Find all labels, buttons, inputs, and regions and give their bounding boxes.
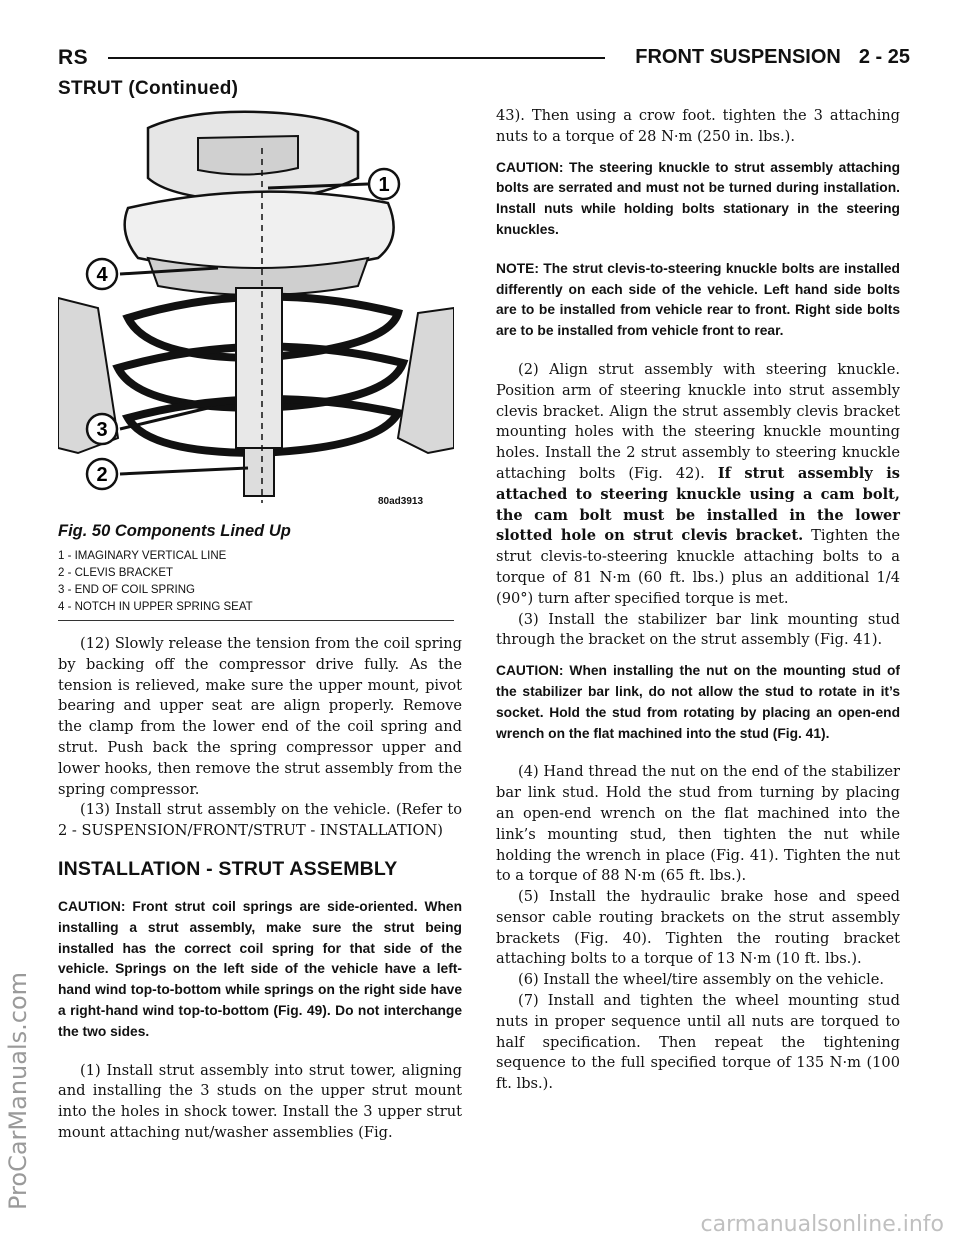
callout-3 <box>87 414 117 444</box>
callout-3-label: 3 <box>96 419 108 441</box>
step-13: (13) Install strut assembly on the vehicle. (Refer to 2 - SUSPENSION/FRONT/STRUT - INSTALLATION) <box>58 801 462 840</box>
caution-stud-rotation: CAUTION: When installing the nut on the mounting stud of the stabilizer bar link, do not allow the stud to rotate in it’s socket. Hold the stud from rotating by placing an open-end wrench on the flat machined into the stud (Fig. 41). <box>496 663 900 741</box>
bottom-watermark: carmanualsonline.info <box>700 1212 944 1237</box>
figure-code: 80ad3913 <box>378 496 424 507</box>
step-3: (3) Install the stabilizer bar link mounting stud through the bracket on the strut assembly (Fig. 41). <box>496 610 900 649</box>
header-rule <box>108 57 605 59</box>
step-2-text-a: (2) Align strut assembly with steering knuckle. Position arm of steering knuckle into strut assembly clevis bracket. Align the strut assembly clevis bracket mounting holes with the steering knuckle mounting holes. Install the 2 strut assembly to steering knuckle attaching bolts (Fig. 42). <box>496 360 900 482</box>
strut-illustration <box>58 108 454 518</box>
callout-2-label: 2 <box>96 464 108 486</box>
header-section <box>635 46 910 69</box>
callout-2 <box>87 459 117 489</box>
legend-item: 4 - NOTCH IN UPPER SPRING SEAT <box>58 601 253 613</box>
legend-item: 2 - CLEVIS BRACKET <box>58 567 174 579</box>
step-1-continued: 43). Then using a crow foot. tighten the 3 attaching nuts to a torque of 28 N·m (250 in. lbs.). <box>496 107 900 145</box>
side-watermark: ProCarManuals.com <box>4 971 32 1210</box>
step-1: (1) Install strut assembly into strut tower, aligning and installing the 3 studs on the upper strut mount into the holes in shock tower. Install the 3 upper strut mount attaching nut/washer assemblies (Fig. <box>58 1061 462 1141</box>
step-2-cam-bolt-warning: If strut assembly is attached to steering knuckle using a cam bolt, the cam bolt must be installed in the lower slotted hole on strut clevis bracket. <box>496 464 901 545</box>
callout-1 <box>369 169 399 199</box>
legend-item: 1 - IMAGINARY VERTICAL LINE <box>58 550 227 562</box>
legend-rule <box>58 620 454 621</box>
note-bolt-direction: NOTE: The strut clevis-to-steering knuckle bolts are installed differently on each side of the vehicle. Left hand side bolts are to be installed from vehicle rear to front. Right side bolts are to be installed from vehicle front to rear. <box>496 260 900 339</box>
step-7: (7) Install and tighten the wheel mounting stud nuts in proper sequence until all nuts are torqued to half specification. Then repeat the tightening sequence to the full specified torque of 135 N·m (100 ft. lbs.). <box>496 992 900 1093</box>
left-column <box>58 634 462 1144</box>
page-header <box>58 44 910 74</box>
caution-coil-springs: CAUTION: Front strut coil springs are side-oriented. When installing a strut assembly, make sure the strut being installed has the correct coil spring for that side of the vehicle. Springs on the left side of the vehicle have a left-hand wind top-to-bottom while springs on the right side have a right-hand wind top-to-bottom (Fig. 49). Do not interchange the two sides. <box>58 898 462 1039</box>
section-heading: INSTALLATION - STRUT ASSEMBLY <box>58 857 398 880</box>
header-model-code: RS <box>58 46 89 69</box>
step-2-text-b: Tighten the strut clevis-to-steering knuckle attaching bolts to a torque of 81 N·m (60 ft. lbs.) plus an additional 1/4 (90°) turn after specified torque is met. <box>496 527 900 607</box>
page-number: 2 - 25 <box>858 46 910 68</box>
callout-4 <box>87 259 117 289</box>
strut-figure <box>58 108 454 544</box>
header-section-title: FRONT SUSPENSION <box>635 46 841 68</box>
step-2 <box>496 360 900 610</box>
step-6: (6) Install the wheel/tire assembly on the vehicle. <box>518 971 885 989</box>
continued-title: STRUT (Continued) <box>58 78 239 99</box>
legend-item: 3 - END OF COIL SPRING <box>58 584 195 596</box>
figure-caption: Fig. 50 Components Lined Up <box>58 522 291 540</box>
figure-legend <box>58 548 454 616</box>
callout-4-label: 4 <box>96 264 108 286</box>
step-12: (12) Slowly release the tension from the coil spring by backing off the compressor drive fully. As the tension is relieved, make sure the upper mount, pivot bearing and upper seat are align properly. Remove the clamp from the lower end of the coil spring and strut. Push back the spring compressor upper and lower hooks, then remove the strut assembly from the spring compressor. <box>58 635 462 798</box>
step-5: (5) Install the hydraulic brake hose and speed sensor cable routing brackets on the strut assembly brackets (Fig. 40). Tighten the routing bracket attaching bolts to a torque of 13 N·m (10 ft. lbs.). <box>496 888 900 968</box>
caution-serrated-bolts: CAUTION: The steering knuckle to strut assembly attaching bolts are serrated and must not be turned during installation. Install nuts while holding bolts stationary in the steering knuckles. <box>496 159 900 237</box>
right-column <box>496 106 900 1095</box>
step-4: (4) Hand thread the nut on the end of the stabilizer bar link stud. Hold the stud from turning by placing an open-end wrench on the flat machined into the link’s mounting stud, then tighten the nut while holding the wrench in place (Fig. 41). Tighten the nut to a torque of 88 N·m (65 ft. lbs.). <box>496 763 900 885</box>
callout-1-label: 1 <box>378 174 390 196</box>
